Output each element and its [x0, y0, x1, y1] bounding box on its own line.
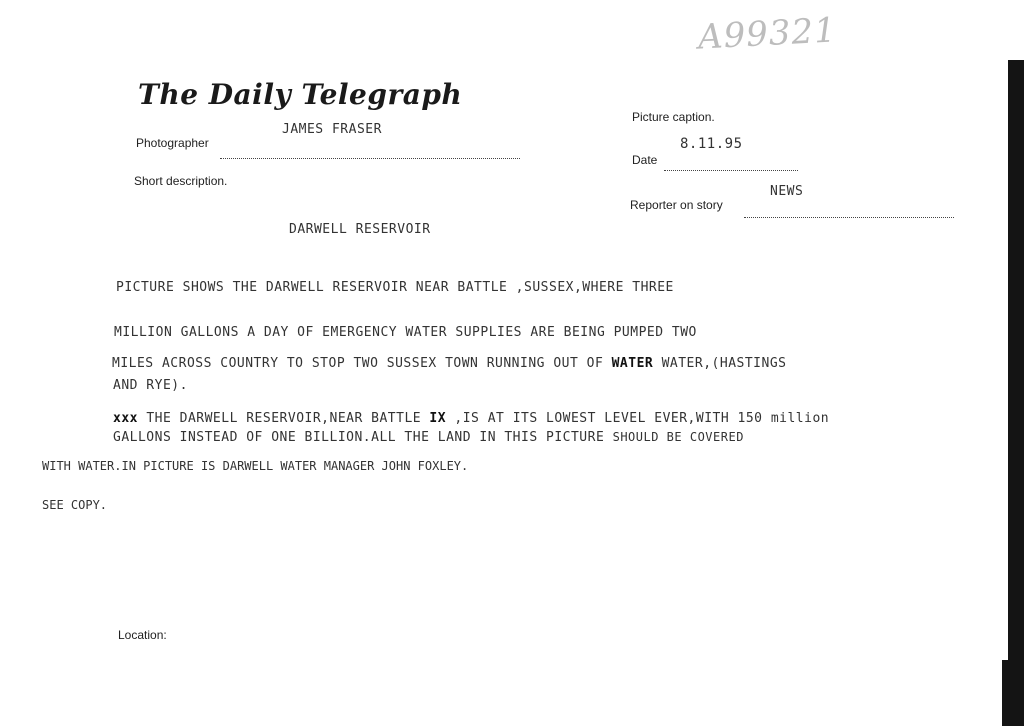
- caption-text: SHOULD BE COVERED: [612, 430, 744, 444]
- caption-line: WITH WATER.IN PICTURE IS DARWELL WATER MANAGER JOHN FOXLEY.: [42, 459, 469, 473]
- see-copy: SEE COPY.: [42, 498, 108, 512]
- short-description-label: Short description.: [134, 174, 228, 188]
- caption-line: [112, 356, 786, 371]
- picture-caption-label: Picture caption.: [632, 110, 715, 124]
- caption-line: [113, 430, 744, 445]
- page-edge: [1002, 0, 1024, 60]
- date-value: 8.11.95: [680, 136, 743, 152]
- reporter-label: Reporter on story: [630, 198, 723, 212]
- struck-text: WATER: [611, 356, 654, 371]
- caption-line: AND RYE).: [113, 378, 188, 393]
- photographer-label: Photographer: [136, 136, 209, 150]
- caption-text: THE DARWELL RESERVOIR,NEAR BATTLE: [146, 411, 422, 426]
- page-edge: [1000, 60, 1008, 660]
- headline: DARWELL RESERVOIR: [289, 222, 431, 237]
- photographer-value: JAMES FRASER: [282, 122, 382, 137]
- caption-line: MILLION GALLONS A DAY OF EMERGENCY WATER SUPPLIES ARE BEING PUMPED TWO: [114, 325, 697, 340]
- struck-text: xxx: [113, 411, 138, 426]
- caption-text: MILES ACROSS COUNTRY TO STOP TWO SUSSEX TOWN RUNNING OUT OF: [112, 356, 604, 371]
- reporter-value: NEWS: [770, 184, 804, 199]
- caption-line: [113, 411, 829, 426]
- location-label: Location:: [118, 628, 167, 642]
- date-label: Date: [632, 153, 658, 167]
- caption-text: WATER,(HASTINGS: [661, 356, 787, 371]
- date-line: [664, 160, 798, 171]
- caption-text: ,IS AT ITS LOWEST LEVEL EVER,WITH 150 million: [454, 411, 830, 426]
- caption-line: PICTURE SHOWS THE DARWELL RESERVOIR NEAR BATTLE ,SUSSEX,WHERE THREE: [116, 280, 674, 295]
- caption-text: GALLONS INSTEAD OF ONE BILLION.ALL THE LAND IN THIS PICTURE: [113, 430, 605, 445]
- reporter-line: [744, 207, 954, 218]
- struck-text: IX: [429, 411, 447, 426]
- handwritten-reference: A99321: [697, 10, 838, 58]
- masthead-logo: The Daily Telegraph: [138, 78, 463, 111]
- photographer-line: [220, 148, 520, 159]
